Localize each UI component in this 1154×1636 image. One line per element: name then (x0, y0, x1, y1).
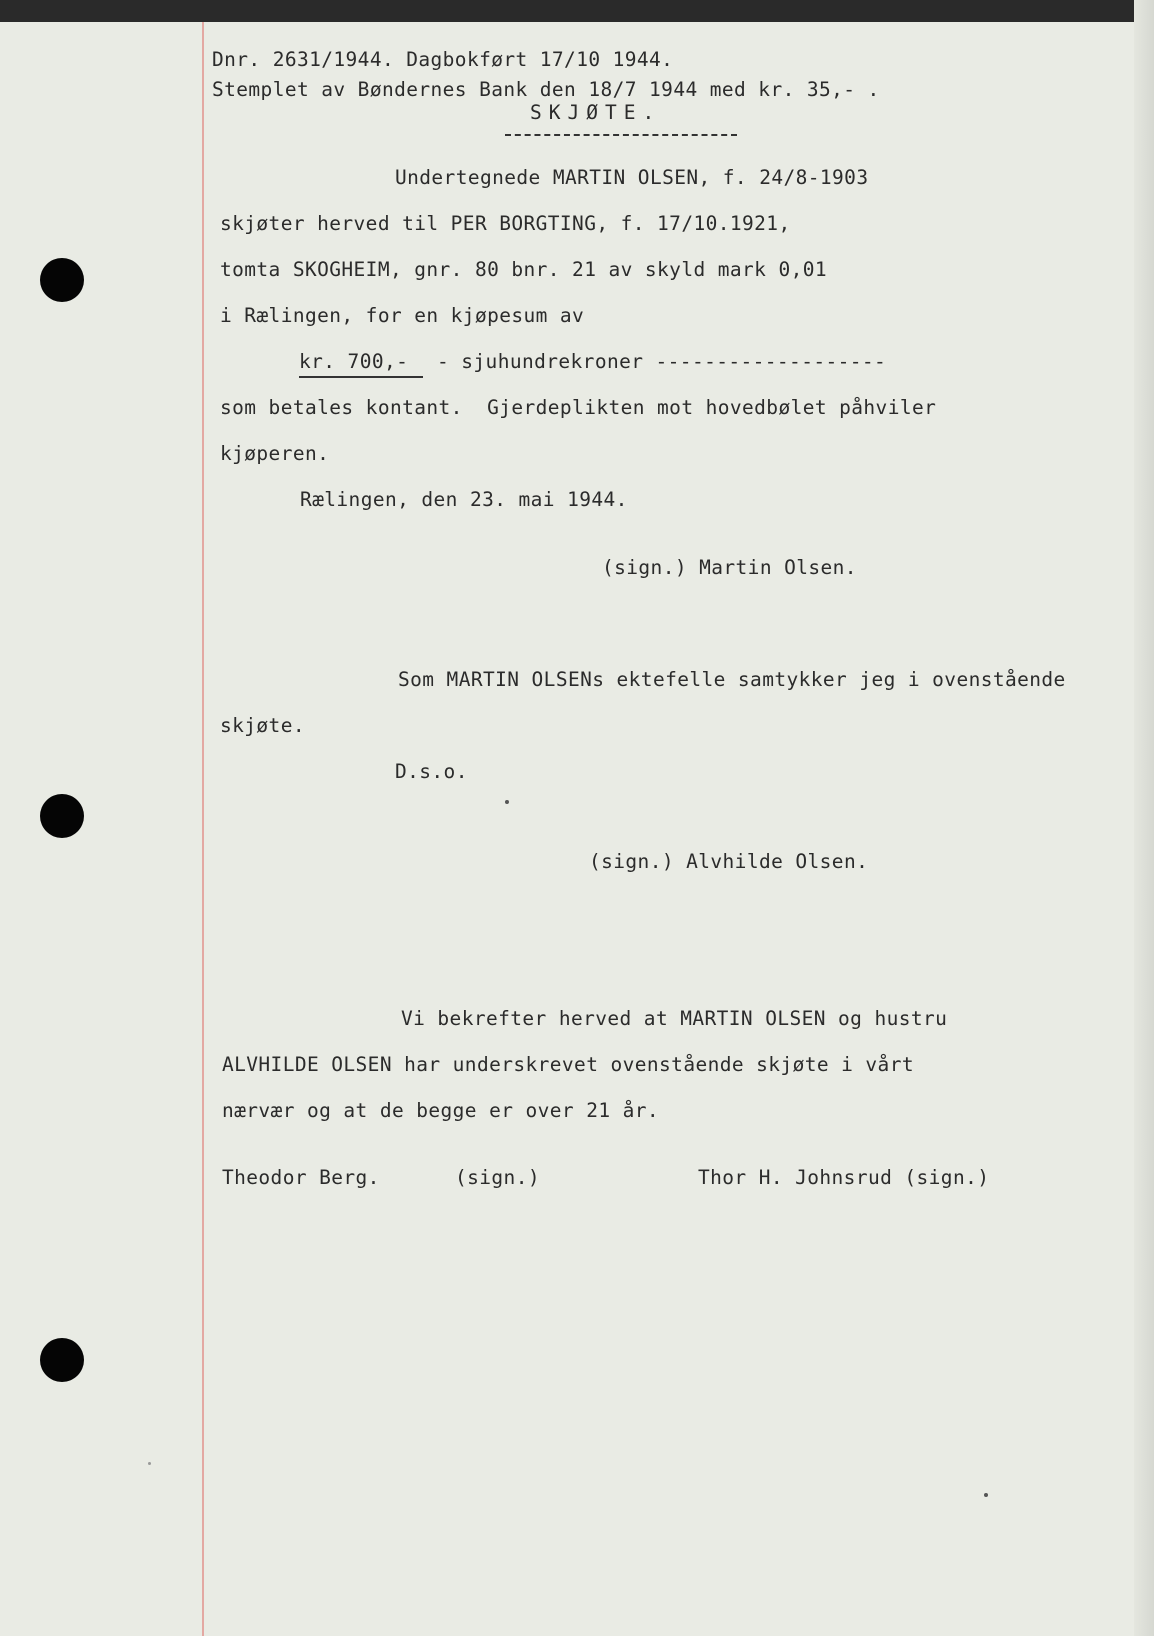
scan-right-edge (1134, 0, 1154, 1636)
document-title: SKJØTE. (530, 101, 662, 124)
consent-line-2: skjøte. (220, 714, 305, 737)
header-line-2: Stemplet av Bøndernes Bank den 18/7 1944 med kr. 35,- . (212, 78, 880, 101)
body-line-1: Undertegnede MARTIN OLSEN, f. 24/8-1903 (395, 166, 869, 189)
ink-speck (505, 800, 509, 804)
amount-underline (299, 376, 423, 378)
witness-1-sign: (sign.) (455, 1166, 540, 1189)
punch-hole-icon (40, 258, 84, 302)
body-line-4: i Rælingen, for en kjøpesum av (220, 304, 585, 327)
consent-line-1: Som MARTIN OLSENs ektefelle samtykker jeg i ovenstående (398, 668, 1066, 691)
dso-note: D.s.o. (395, 760, 468, 783)
witness-line-1: Vi bekrefter herved at MARTIN OLSEN og hustru (401, 1007, 948, 1030)
punch-hole-icon (40, 794, 84, 838)
amount-figure: kr. 700,- (299, 350, 409, 373)
body-line-3: tomta SKOGHEIM, gnr. 80 bnr. 21 av skyld mark 0,01 (220, 258, 827, 281)
witness-line-2: ALVHILDE OLSEN har underskrevet ovenstående skjøte i vårt (222, 1053, 914, 1076)
header-line-1: Dnr. 2631/1944. Dagbokført 17/10 1944. (212, 48, 674, 71)
amount-words: - sjuhundrekroner ------------------- (437, 350, 887, 373)
witness-2: Thor H. Johnsrud (sign.) (698, 1166, 990, 1189)
body-line-2: skjøter herved til PER BORGTING, f. 17/10.1921, (220, 212, 791, 235)
punch-hole-icon (40, 1338, 84, 1382)
title-underline (505, 134, 737, 136)
witness-line-3: nærvær og at de begge er over 21 år. (222, 1099, 660, 1122)
signature-martin: (sign.) Martin Olsen. (602, 556, 857, 579)
place-date: Rælingen, den 23. mai 1944. (300, 488, 628, 511)
ink-speck (148, 1462, 151, 1465)
scan-top-edge (0, 0, 1154, 22)
signature-alvhilde: (sign.) Alvhilde Olsen. (589, 850, 869, 873)
body-line-5: som betales kontant. Gjerdeplikten mot hovedbølet påhviler (220, 396, 937, 419)
red-margin-line (202, 22, 204, 1636)
body-line-6: kjøperen. (220, 442, 330, 465)
witness-1-name: Theodor Berg. (222, 1166, 380, 1189)
ink-speck (984, 1493, 988, 1497)
